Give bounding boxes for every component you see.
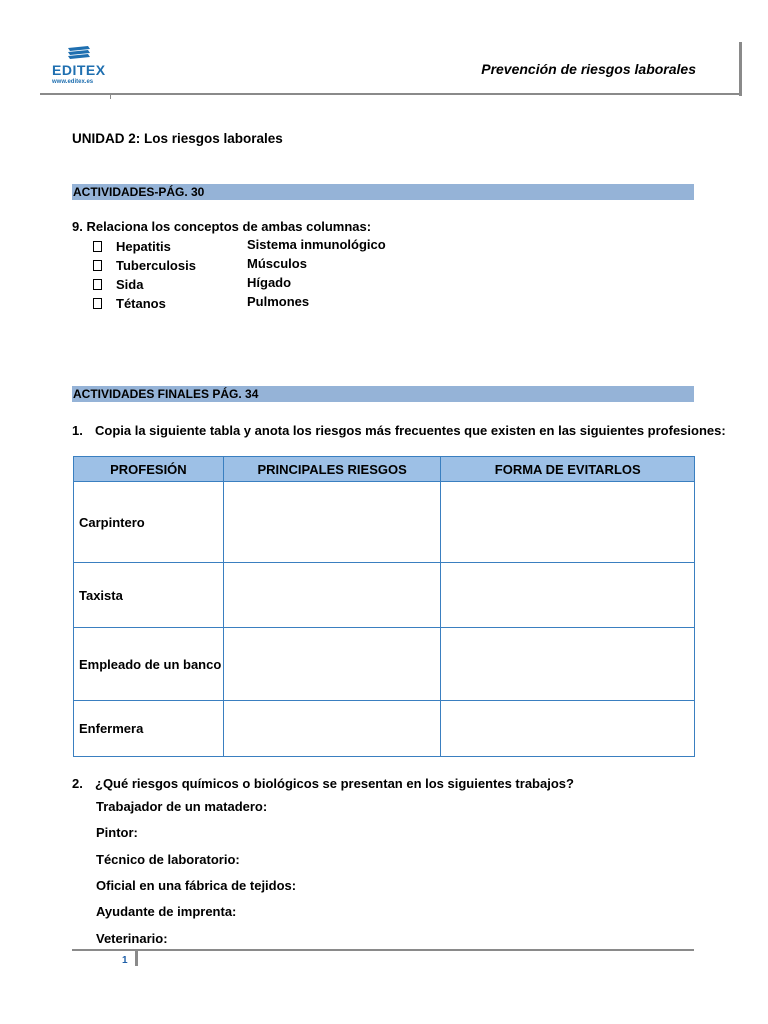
prevention-cell[interactable] — [441, 563, 695, 628]
logo-text: EDITEX — [52, 62, 106, 78]
checkbox-icon — [93, 298, 102, 309]
page-number: 1 — [122, 955, 128, 966]
header-vertical-divider — [739, 42, 742, 96]
job-item: Trabajador de un matadero: — [96, 799, 268, 814]
match-left-label: Sida — [116, 277, 144, 293]
job-item: Oficial en una fábrica de tejidos: — [96, 878, 297, 893]
risks-cell[interactable] — [223, 563, 441, 628]
checkbox-icon — [93, 279, 102, 290]
match-left-label: Tétanos — [116, 296, 166, 312]
column-header-profession: PROFESIÓN — [74, 457, 224, 482]
section-band-final-activities: ACTIVIDADES FINALES PÁG. 34 — [72, 386, 694, 402]
section-band-activities: ACTIVIDADES-PÁG. 30 — [72, 184, 694, 200]
job-item: Ayudante de imprenta: — [96, 904, 237, 919]
prevention-cell[interactable] — [441, 628, 695, 701]
job-item: Pintor: — [96, 825, 138, 840]
table-row — [74, 563, 695, 628]
match-left-label: Tuberculosis — [116, 258, 196, 274]
unit-title: UNIDAD 2: Los riesgos laborales — [72, 131, 283, 146]
match-right-item: Hígado — [247, 275, 292, 290]
job-item: Técnico de laboratorio: — [96, 852, 240, 867]
question-2 — [72, 776, 574, 791]
checkbox-icon — [93, 260, 102, 271]
header-tick — [110, 93, 111, 99]
header-divider — [40, 93, 742, 95]
risks-cell[interactable] — [223, 701, 441, 757]
question-1 — [72, 423, 726, 438]
job-item: Veterinario: — [96, 931, 168, 946]
table-row — [74, 482, 695, 563]
match-left-item — [93, 257, 196, 273]
table-header-row — [74, 457, 695, 482]
question-text: ¿Qué riesgos químicos o biológicos se presentan en los siguientes trabajos? — [95, 776, 574, 791]
match-right-item: Pulmones — [247, 294, 310, 309]
profession-cell: Carpintero — [74, 482, 224, 563]
column-header-risks: PRINCIPALES RIESGOS — [223, 457, 441, 482]
risks-cell[interactable] — [223, 482, 441, 563]
match-left-label: Hepatitis — [116, 239, 171, 255]
match-right-item: Sistema inmunológico — [247, 237, 386, 252]
risks-cell[interactable] — [223, 628, 441, 701]
table-row — [74, 628, 695, 701]
footer-vertical-divider — [135, 949, 138, 966]
column-header-prevention: FORMA DE EVITARLOS — [441, 457, 695, 482]
question-number: 1. — [72, 423, 83, 438]
logo-url: www.editex.es — [52, 79, 94, 85]
prevention-cell[interactable] — [441, 701, 695, 757]
profession-cell: Taxista — [74, 563, 224, 628]
risk-table — [73, 456, 695, 757]
checkbox-icon — [93, 241, 102, 252]
prevention-cell[interactable] — [441, 482, 695, 563]
match-right-item: Músculos — [247, 256, 307, 271]
question-9: 9. Relaciona los conceptos de ambas columnas: — [72, 219, 372, 234]
table-row — [74, 701, 695, 757]
match-left-item — [93, 295, 166, 311]
profession-cell: Empleado de un banco — [74, 628, 224, 701]
header-title: Prevención de riesgos laborales — [481, 61, 696, 77]
match-left-item — [93, 238, 171, 254]
footer-divider — [72, 949, 694, 951]
match-left-item — [93, 276, 143, 292]
question-number: 2. — [72, 776, 83, 791]
profession-cell: Enfermera — [74, 701, 224, 757]
question-text: Copia la siguiente tabla y anota los riesgos más frecuentes que existen en las siguientes profesiones: — [95, 423, 726, 438]
